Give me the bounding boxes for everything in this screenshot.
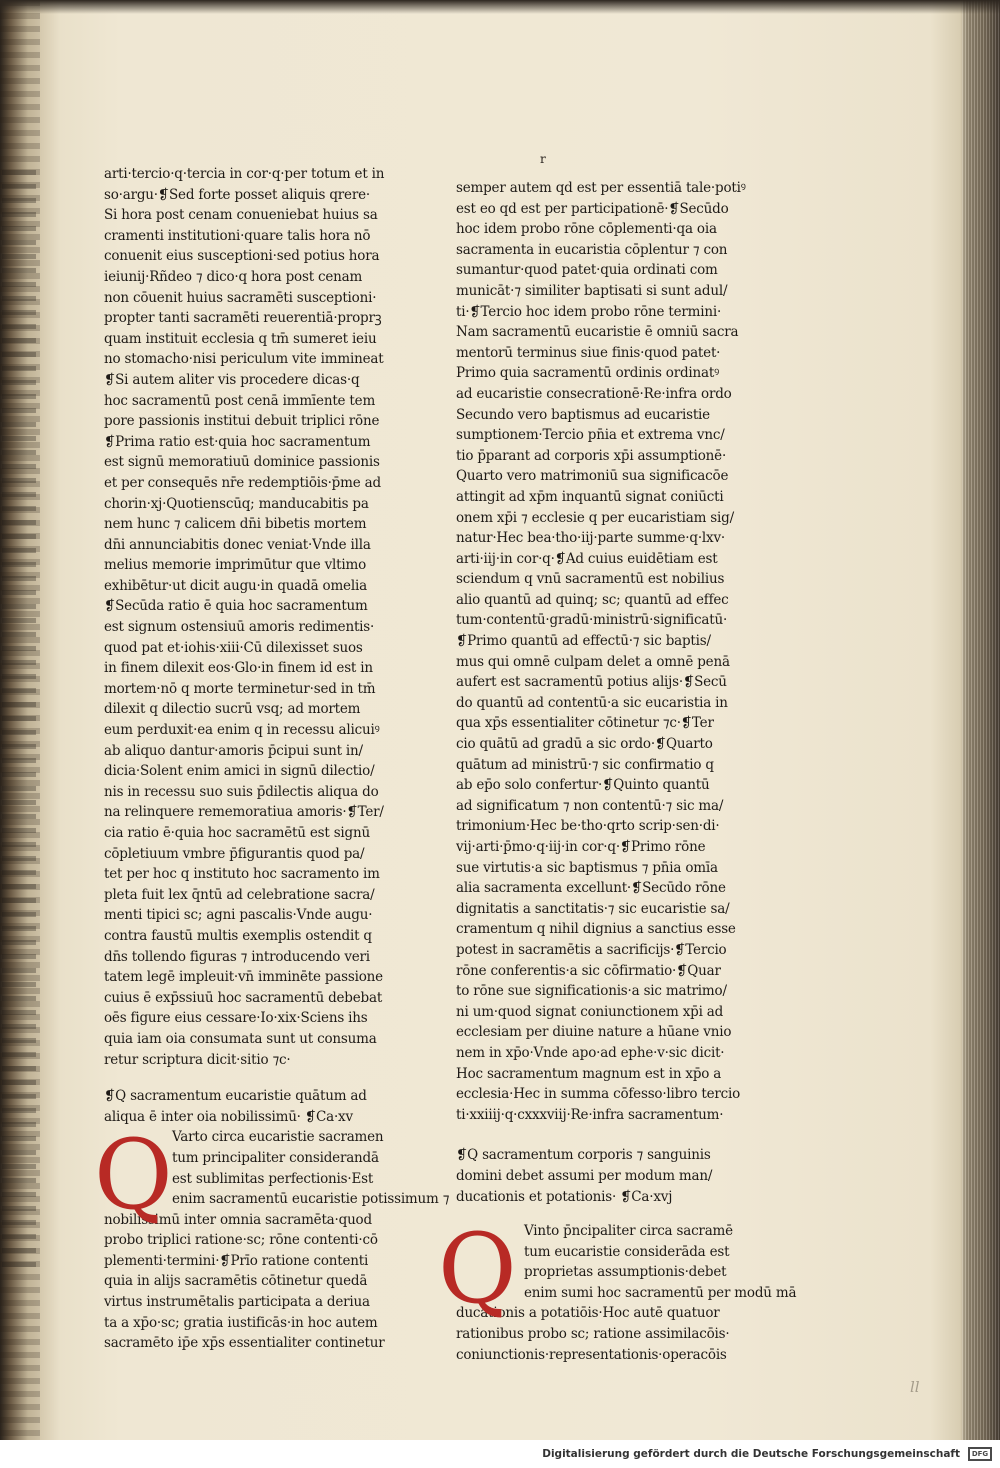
text-line: natur·Hec bea·tho·iij·parte summe·q·lxv· — [456, 530, 725, 547]
text-line: Si hora post cenam conueniebat huius sa — [104, 207, 378, 224]
text-line: ti·xxiiij·q·cxxxviij·Re·infra sacramentum· — [456, 1106, 724, 1123]
text-line: nis in recessu suo suis p̄dilectis aliqua do — [104, 783, 379, 800]
text-line: ad significatum ⁊ non contentū·⁊ sic ma/ — [456, 797, 724, 814]
left-column — [94, 164, 450, 1354]
chapter-xvi-body — [438, 1213, 797, 1365]
text-line: cuius ē exp̄ssiuū hoc sacramentū debebat — [104, 989, 383, 1006]
text-line: municāt·⁊ similiter baptisati si sunt adul/ — [456, 282, 728, 299]
text-line: quod pat et·iohis·xiii·Cū dilexisset suos — [104, 639, 363, 656]
text-line: sumptionem·Tercio pn̄ia et extrema vnc/ — [456, 427, 725, 444]
text-line: no stomacho·nisi periculum vite immineat — [104, 351, 384, 368]
page-stack-edge — [962, 0, 1000, 1440]
text-line: proprietas assumptionis·debet — [524, 1264, 727, 1281]
text-line: plementi·termini·❡Prīo ratione contenti — [104, 1252, 369, 1269]
text-line: sacramenta in eucaristia cōplentur ⁊ con — [456, 241, 728, 258]
text-line: conuenit eius susceptioni·sed potius hora — [104, 248, 380, 265]
text-line: nem hunc ⁊ calicem dn̄i bibetis mortem — [104, 516, 367, 533]
heading-line: aliqua ē inter oia nobilissimū· ❡Ca·xv — [104, 1108, 353, 1125]
text-line: onem xp̄i ⁊ ecclesie q per eucaristiam sig/ — [456, 509, 734, 526]
text-line: chorin·xj·Quotienscūq; manducabitis pa — [104, 495, 369, 512]
text-line: hoc sacramentū post cenā immīente tem — [104, 392, 376, 409]
pencil-folio-note: ll — [910, 1378, 920, 1396]
text-line: ❡Si autem aliter vis procedere dicas·q — [104, 371, 360, 388]
text-line: nobilissimū inter omnia sacramēta·quod — [104, 1211, 372, 1228]
text-line: est signum ostensiuū amoris redimentis· — [104, 619, 375, 636]
initial-letter-q: Q — [438, 1213, 517, 1326]
text-line: virtus instrumētalis participata a deriua — [104, 1294, 370, 1311]
text-line: dn̄s tollendo figuras ⁊ introducendo veri — [104, 948, 370, 965]
text-line: mus qui omnē culpam delet a omnē penā — [456, 653, 730, 670]
text-line: mentorū terminus siue finis·quod patet· — [456, 344, 721, 361]
text-line: ta a xp̄o·sc; gratia iustificās·in hoc autem — [104, 1314, 378, 1331]
text-line: qua xp̄s essentialiter cōtinetur ⁊c·❡Ter — [456, 715, 714, 732]
text-line: do quantū ad contentū·a sic eucaristia in — [456, 694, 728, 711]
text-line: Primo quia sacramentū ordinis ordinatꝰ — [456, 365, 720, 382]
right-text-block — [456, 178, 746, 1125]
text-line: Varto circa eucaristie sacramen — [172, 1129, 384, 1146]
text-line: attingit ad xp̄m inquantū signat coniūcti — [456, 488, 724, 505]
left-text-block — [104, 164, 386, 1070]
text-line: arti·tercio·q·tercia in cor·q·per totum et in — [104, 166, 385, 182]
funding-credit: Digitalisierung gefördert durch die Deutsche Forschungsgemeinschaft — [542, 1448, 960, 1460]
text-line: exhibētur·ut dicit augu·in quadā omelia — [104, 577, 367, 594]
text-line: vij·arti·p̄mo·q·iij·in cor·q·❡Primo rōne — [456, 839, 706, 855]
chapter-xv-body — [94, 1119, 450, 1354]
text-line: alio quantū ad quinq; sc; quantū ad effec — [456, 591, 729, 608]
heading-line: ducationis et potationis· ❡Ca·xvj — [456, 1188, 673, 1205]
facing-page-edge — [2, 170, 36, 1270]
text-line: ieiunij·Rñdeo ⁊ dico·q hora post cenam — [104, 268, 363, 285]
text-line: non cōuenit huius sacramēti susceptioni· — [104, 289, 377, 306]
text-line: dignitatis a sanctitatis·⁊ sic eucaristie sa/ — [456, 900, 730, 917]
digitization-footer — [0, 1440, 1000, 1468]
text-line: sciendum q vnū sacramentū est nobilius — [456, 571, 725, 588]
text-line: na relinquere rememoratiua amoris·❡Ter/ — [104, 804, 384, 821]
text-line: rōne conferentis·a sic cōfirmatio·❡Quar — [456, 962, 721, 979]
text-line: rationibus probo sc; ratione assimilacōis· — [456, 1326, 730, 1343]
text-line: est sublimitas perfectionis·Est — [172, 1170, 374, 1187]
text-line: tum eucaristie considerāda est — [524, 1243, 730, 1260]
dfg-logo-icon: DFG — [968, 1447, 992, 1461]
text-line: nem in xp̄o·Vnde apo·ad ephe·v·sic dicit· — [456, 1044, 725, 1061]
text-line: ❡Primo quantū ad effectū·⁊ sic baptis/ — [456, 633, 711, 650]
folio-mark: r — [540, 152, 546, 166]
text-line: Secundo vero baptismus ad eucaristie — [456, 406, 710, 423]
initial-letter-q: Q — [94, 1119, 173, 1232]
heading-line: ❡Q sacramentum corporis ⁊ sanguinis — [456, 1147, 711, 1164]
text-line: cio quātū ad gradū a sic ordo·❡Quarto — [456, 736, 713, 753]
text-line: contra faustū multis exemplis ostendit q — [104, 927, 372, 944]
text-line: est eo qd est per participationē·❡Secūdo — [456, 200, 729, 217]
text-line: ad eucaristie consecrationē·Re·infra ordo — [456, 385, 732, 402]
text-line: quia iam oia consumata sunt ut consuma — [104, 1030, 377, 1047]
chapter-heading-xvi — [456, 1145, 740, 1207]
text-line: tum principaliter considerandā — [172, 1149, 379, 1166]
text-line: dn̄i annunciabitis donec veniat·Vnde illa — [104, 536, 371, 553]
text-line: dicia·Solent enim amici in signū dilectio/ — [104, 763, 375, 780]
text-line: ducationis a potatiōis·Hoc autē quatuor — [456, 1305, 720, 1322]
text-line: Vinto p̄ncipaliter circa sacramē — [524, 1223, 733, 1240]
text-line: Nam sacramentū eucaristie ē omniū sacra — [456, 324, 739, 341]
heading-line: ❡Q sacramentum eucaristie quātum ad — [104, 1088, 367, 1105]
text-line: quia in alijs sacramētis cōtinetur quedā — [104, 1273, 368, 1290]
text-line: retur scriptura dicit·sitio ⁊c· — [104, 1051, 291, 1068]
text-line: ecclesia·Hec in summa cōfesso·libro tercio — [456, 1086, 741, 1103]
text-line: tio p̄parant ad corporis xp̄i assumptionē· — [456, 447, 727, 464]
text-line: tatem legē impleuit·vn̄ imminēte passione — [104, 969, 383, 986]
text-line: to rōne sue significationis·a sic matrimo/ — [456, 983, 727, 1000]
text-line: ti·❡Tercio hoc idem probo rōne termini· — [456, 303, 722, 320]
text-line: arti·iij·in cor·q·❡Ad cuius euidētiam est — [456, 550, 718, 567]
text-line: ab ep̄o solo confertur·❡Quinto quantū — [456, 777, 710, 794]
text-line: quam instituit ecclesia q tm̄ sumeret ieiu — [104, 330, 377, 347]
text-line: sue virtutis·a sic baptismus ⁊ pn̄ia omīa — [456, 859, 718, 876]
text-line: oēs figure eius cessare·Io·xix·Sciens ihs — [104, 1010, 368, 1027]
text-line: sumantur·quod patet·quia ordinati com — [456, 262, 718, 279]
text-line: et per consequēs nr̄e redemptiōis·p̄me ad — [104, 474, 381, 491]
text-line: dilexit q dilectio sucrū vsq; ad mortem — [104, 701, 361, 718]
text-line: est signū memoratiuū dominice passionis — [104, 454, 380, 471]
text-line: tum·contentū·gradū·ministrū·significatū· — [456, 612, 728, 629]
text-line: propter tanti sacramēti reuerentiā·proprꝫ — [104, 310, 382, 327]
text-line: ❡Prima ratio est·quia hoc sacramentum — [104, 433, 371, 450]
text-line: ab aliquo dantur·amoris p̄cipui sunt in/ — [104, 742, 363, 759]
text-line: pleta fuit lex q̄ntū ad celebratione sacra/ — [104, 886, 375, 903]
text-line: coniunctionis·representationis·operacōis — [456, 1346, 727, 1363]
text-line: cōpletiuum vmbre p̄figurantis quod pa/ — [104, 845, 365, 862]
text-line: cramentum q nihil dignius a sanctius esse — [456, 921, 736, 938]
text-line: aufert est sacramentū potius alijs·❡Secū — [456, 674, 727, 691]
text-line: menti tipici sc; agni pascalis·Vnde augu· — [104, 907, 373, 924]
text-line: hoc idem probo rōne cōplementi·qa oia — [456, 221, 717, 238]
text-line: potest in sacramētis a sacrificijs·❡Tercio — [456, 941, 727, 958]
text-line: alia sacramenta excellunt·❡Secūdo rōne — [456, 880, 726, 897]
text-line: mortem·nō q morte terminetur·sed in tm̄ — [104, 680, 376, 697]
top-shadow — [0, 0, 1000, 14]
text-line: enim sacramentū eucaristie potissimum ⁊ — [172, 1191, 450, 1208]
text-line: cia ratio ē·quia hoc sacramētū est signū — [104, 825, 370, 841]
heading-line: domini debet assumi per modum man/ — [456, 1167, 713, 1184]
text-line: ecclesiam per diuine nature a hūane vnio — [456, 1024, 732, 1041]
text-line: so·argu·❡Sed forte posset aliquis qrere· — [104, 186, 370, 203]
text-line: sacramēto ip̄e xp̄s essentialiter continetur — [104, 1335, 385, 1352]
text-line: enim sumi hoc sacramentū per modū mā — [524, 1284, 797, 1301]
text-line: ❡Secūda ratio ē quia hoc sacramentum — [104, 598, 368, 615]
text-line: probo triplici ratione·sc; rōne contenti·cō — [104, 1232, 378, 1249]
text-line: pore passionis institui debuit triplici rōne — [104, 413, 380, 430]
right-column — [438, 178, 797, 1365]
text-line: Quarto vero matrimoniū sua significacōe — [456, 468, 729, 485]
text-line: cramenti institutioni·quare talis hora nō — [104, 227, 371, 244]
text-line: Hoc sacramentum magnum est in xp̄o a — [456, 1065, 722, 1082]
text-line: in finem dilexit eos·Glo·in finem id est in — [104, 660, 373, 677]
text-line: ni um·quod signat coniunctionem xp̄i ad — [456, 1003, 724, 1020]
text-line: eum perduxit·ea enim q in recessu alicuiꝰ — [104, 722, 380, 739]
text-line: quātum ad ministrū·⁊ sic confirmatio q — [456, 756, 714, 773]
text-line: tet per hoc q instituto hoc sacramento im — [104, 866, 380, 883]
text-line: semper autem qd est per essentiā tale·potiꝰ — [456, 180, 746, 196]
text-line: trimonium·Hec be·tho·qrto scrip·sen·di· — [456, 818, 720, 835]
text-line: melius memorie imprimūtur que vltimo — [104, 557, 367, 574]
